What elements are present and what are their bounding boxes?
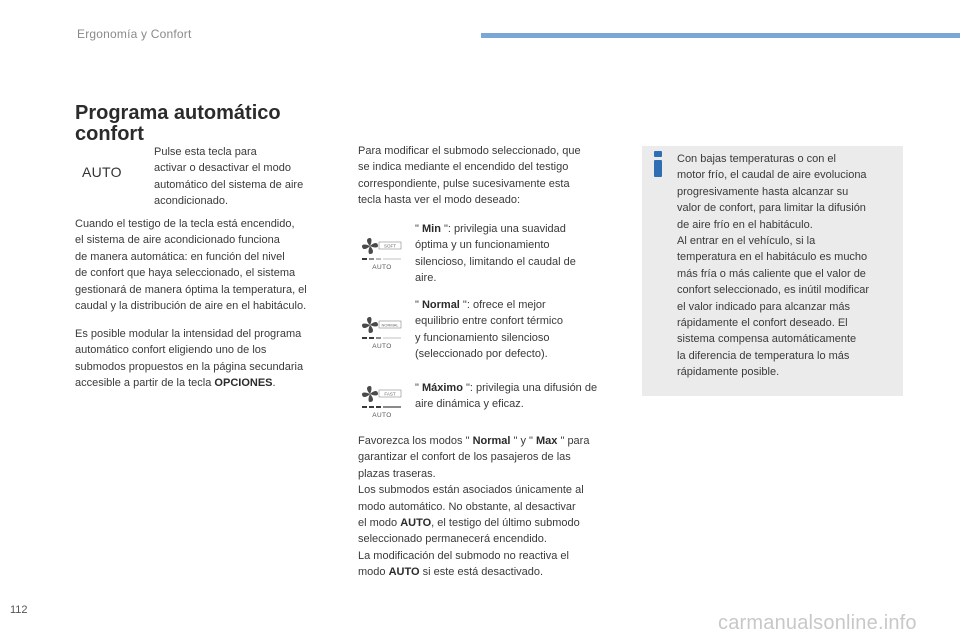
title-line-2: confort <box>75 123 144 145</box>
mode-min-name: Min <box>421 223 441 235</box>
normal-label: NORMAL <box>381 322 399 328</box>
info-text: Con bajas temperaturas o con el motor frío, el caudal de aire evoluciona progresivamente hasta alcanzar su valor de confort, para limitar la difusión de aire frío en el habitáculo. Al entrar en el vehículo, si la temperatura en el habitáculo es mucho más fría o más caliente que el valor de confort seleccionado, es inútil modificar el valor indicado para alcanzar más rápidamente el confort deseado. El sistema compensa automáticamente la diferencia de temperatura lo más rápidamente posible. <box>677 153 869 379</box>
mode-normal-name: Normal <box>421 299 460 311</box>
normal-auto-label: AUTO <box>372 343 392 350</box>
auto-key-label: AUTO <box>82 164 122 180</box>
soft-label: SOFT <box>384 243 396 249</box>
header-accent-bar <box>481 33 960 38</box>
mode-max-name: Máximo <box>421 382 463 394</box>
mode-max-description: " Máximo ": privilegia una difusión de aire dinámica y eficaz. <box>415 382 598 411</box>
info-icon <box>653 151 663 177</box>
mode-min-description: " Min ": privilegia una suavidad óptima y un funcionamiento silencioso, limitando el caudal de aire. <box>415 223 576 285</box>
soft-mode-icon <box>361 233 403 271</box>
mode-normal-description: " Normal ": ofrece el mejor equilibrio entre confort térmico y funcionamiento silencioso (seleccionado por defecto). <box>415 299 563 361</box>
paragraph-submode-intro: Para modificar el submodo seleccionado, que se indica mediante el encendido del testigo correspondiente, pulse sucesivamente esta tecla hasta ver el modo deseado: <box>358 145 581 207</box>
header-section-title: Ergonomía y Confort <box>77 27 192 41</box>
options-key-name: OPCIONES <box>214 377 273 390</box>
paragraph-auto-function: Cuando el testigo de la tecla está encendido, el sistema de aire acondicionado funciona de manera automática: en función del nivel de confort que haya seleccionado, el sistema gestionará de manera óptima la temperatura, el caudal y la distribución de aire en el habitáculo. <box>75 218 307 313</box>
paragraph-favor-modes: Favorezca los modos " Normal " y " Max " para garantizar el confort de los pasajeros de las plazas traseras. Los submodos están asociados únicamente al modo automático. No obstante, al desactivar el modo AUTO, el testigo del último submodo seleccionado permanecerá encendido. La modificación del submodo no reactiva el modo AUTO si este está desactivado. <box>358 435 590 579</box>
title-line-1: Programa automático <box>75 102 281 124</box>
watermark: carmanualsonline.info <box>718 612 917 634</box>
page-title <box>75 103 315 145</box>
fast-label: FAST <box>384 391 396 397</box>
page-number: 112 <box>10 604 28 616</box>
press-instruction: Pulse esta tecla para activar o desactivar el modo automático del sistema de aire acondicionado. <box>154 146 304 208</box>
fast-auto-label: AUTO <box>372 412 392 419</box>
soft-auto-label: AUTO <box>372 264 392 271</box>
normal-mode-icon <box>361 312 403 350</box>
paragraph-modulate: Es posible modular la intensidad del programa automático confort eligiendo uno de los submodos propuestos en la página secundaria accesible a partir de la tecla OPCIONES. <box>75 328 304 390</box>
fast-mode-icon <box>361 381 403 419</box>
